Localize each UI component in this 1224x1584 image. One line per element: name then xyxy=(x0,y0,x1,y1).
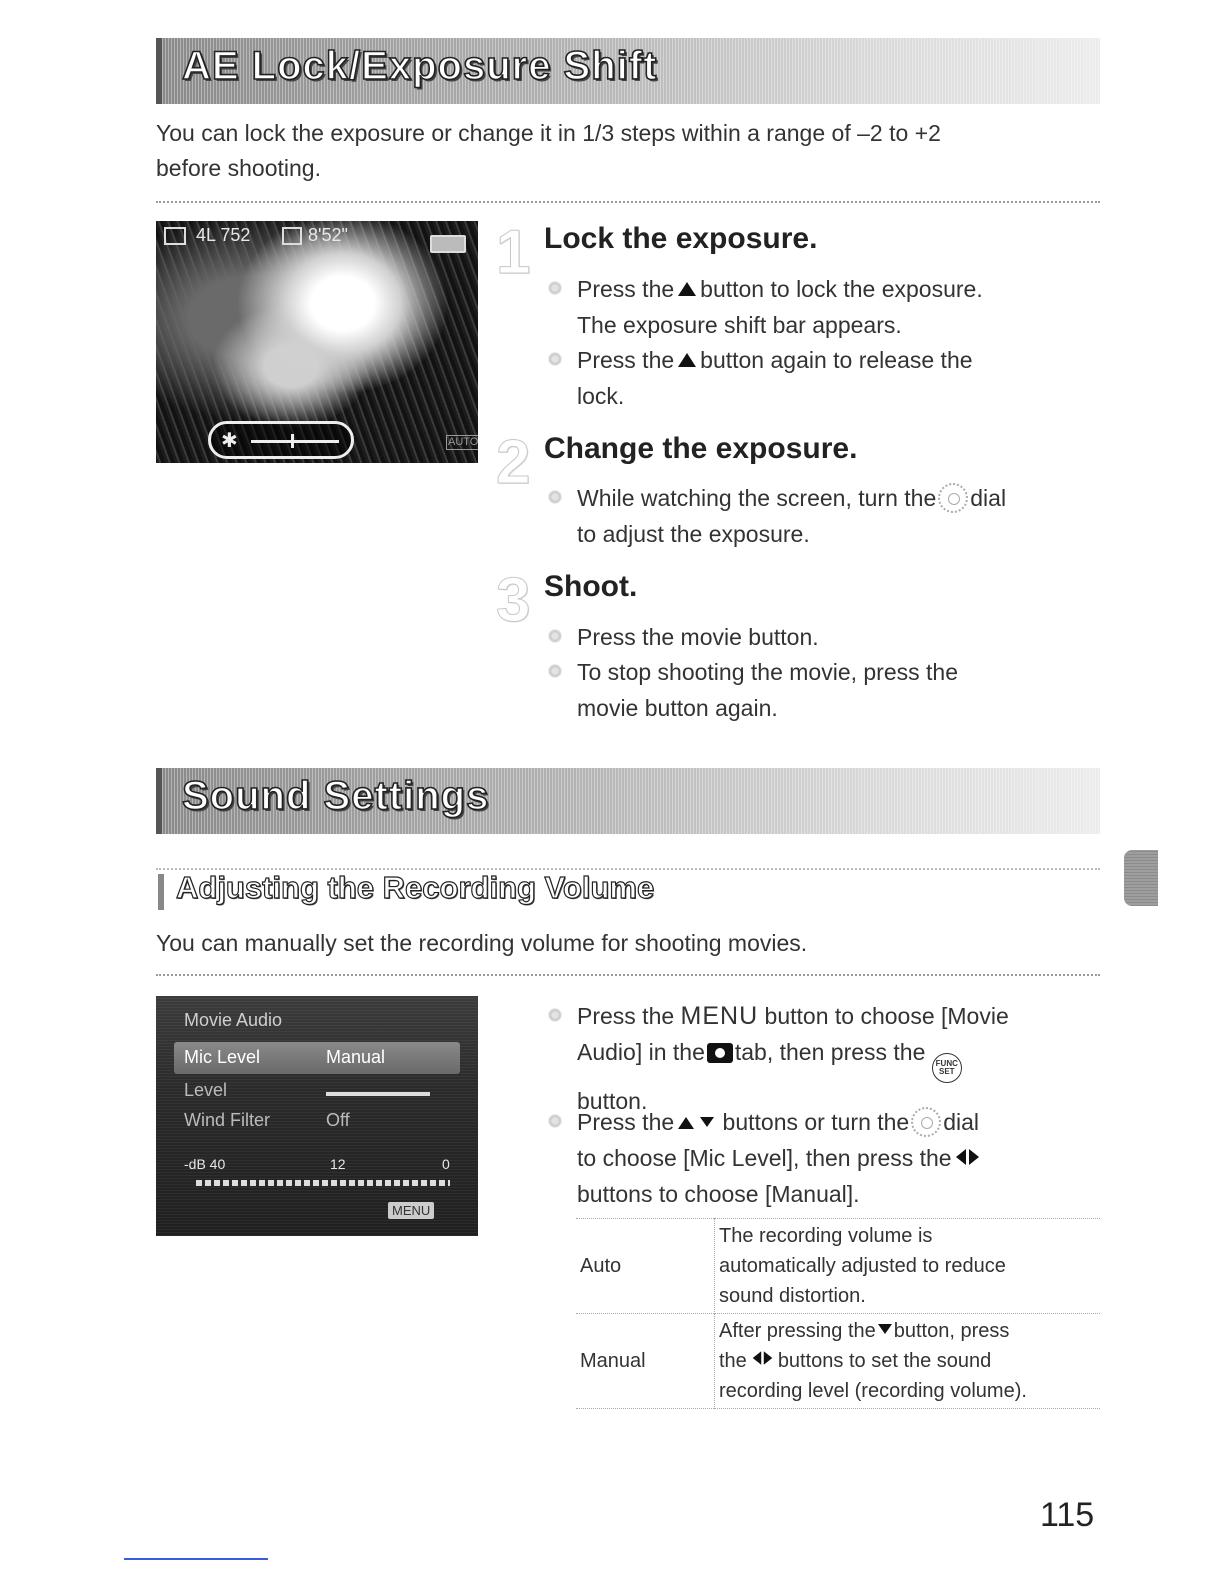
bullet: Press the movie button. xyxy=(548,619,1108,655)
menu-button-icon: MENU xyxy=(388,1202,434,1219)
shift-marker xyxy=(291,434,294,448)
down-arrow-icon xyxy=(878,1324,892,1334)
menu-label: Mic Level xyxy=(184,1047,261,1067)
battery-icon xyxy=(430,235,466,253)
table-option: Auto xyxy=(580,1255,622,1277)
step-title: Shoot. xyxy=(544,570,638,603)
bullet: To stop shooting the movie, press the movie button again. xyxy=(548,654,1108,726)
shift-scale xyxy=(251,440,339,443)
step-number: 3 xyxy=(496,566,531,635)
table-row xyxy=(576,1314,1100,1409)
step-title: Lock the exposure. xyxy=(544,222,818,255)
table-option: Manual xyxy=(580,1350,646,1372)
ae-lock-icon: ✱ xyxy=(221,430,238,452)
section-title: AE Lock/Exposure Shift xyxy=(182,44,658,88)
timer-icon xyxy=(282,227,302,245)
options-table xyxy=(576,1218,1100,1409)
bullet-icon xyxy=(548,1114,562,1128)
divider xyxy=(156,974,1100,976)
menu-value: Off xyxy=(326,1110,350,1130)
left-right-arrows-icon xyxy=(956,1149,979,1165)
table-description: The recording volume is automatically adjusted to reduce sound distortion. xyxy=(715,1219,1101,1314)
bullet-icon xyxy=(548,629,562,643)
camera-screen-movie-audio xyxy=(156,996,478,1236)
page-number: 115 xyxy=(1040,1496,1095,1534)
section-intro: You can lock the exposure or change it in 1/3 steps within a range of –2 to +2 before shooting. xyxy=(156,120,941,181)
section-banner-sound xyxy=(156,768,1100,834)
section-banner-ae-lock xyxy=(156,38,1100,104)
bullet-icon xyxy=(548,1008,562,1022)
section-title: Sound Settings xyxy=(182,774,490,818)
time-remaining: 8'52" xyxy=(308,225,348,245)
bullet-icon xyxy=(548,281,562,295)
movie-mode-icon xyxy=(164,227,186,245)
bullet-icon xyxy=(548,352,562,366)
bullet-icon xyxy=(548,490,562,504)
up-arrow-icon xyxy=(678,282,696,296)
table-row xyxy=(576,1219,1100,1314)
exposure-shift-bar xyxy=(208,421,354,459)
footer-rule xyxy=(124,1558,268,1560)
subsection-title: Adjusting the Recording Volume xyxy=(176,870,655,905)
control-dial-icon xyxy=(938,483,968,513)
menu-header: Movie Audio xyxy=(184,1010,283,1030)
scale-label-left: -dB 40 xyxy=(184,1156,226,1172)
control-dial-icon xyxy=(911,1107,941,1137)
camera-screen-exposure xyxy=(156,221,478,463)
resolution-readout: 4L 752 xyxy=(196,225,251,245)
bullet: While watching the screen, turn the dial to adjust the exposure. xyxy=(548,480,1108,552)
bullet: Press the buttons or turn the dial to choose [Mic Level], then press the buttons to choose [Manual]. xyxy=(548,1104,1108,1212)
up-arrow-icon xyxy=(678,353,696,367)
step-number: 2 xyxy=(496,428,531,497)
menu-value: Manual xyxy=(326,1047,386,1067)
level-bar xyxy=(326,1092,430,1096)
auto-badge: AUTO xyxy=(446,435,478,450)
left-right-arrows-icon xyxy=(753,1351,773,1365)
bullet: Press the button to lock the exposure. The exposure shift bar appears. xyxy=(548,271,1108,343)
bullet-icon xyxy=(548,664,562,678)
menu-button-label: MENU xyxy=(680,1002,759,1030)
up-arrow-icon xyxy=(678,1117,694,1129)
down-arrow-icon xyxy=(700,1117,714,1127)
menu-label: Wind Filter xyxy=(184,1110,271,1130)
level-meter xyxy=(196,1180,450,1186)
scale-label-mid: 12 xyxy=(330,1156,346,1172)
step-title: Change the exposure. xyxy=(544,432,858,465)
scale-label-right: 0 xyxy=(442,1156,450,1172)
bullet: Press the button again to release the lock. xyxy=(548,342,1108,414)
step-number: 1 xyxy=(496,218,531,287)
camera-tab-icon xyxy=(707,1043,733,1063)
func-set-button-icon: FUNC SET xyxy=(932,1053,962,1083)
table-description: After pressing the button, press the buttons to set the sound recording level (recording volume). xyxy=(715,1314,1101,1409)
subsection-intro: You can manually set the recording volume for shooting movies. xyxy=(156,930,808,956)
bullet: Press the MENU button to choose [Movie Audio] in the tab, then press the FUNC SET button. xyxy=(548,998,1108,1119)
menu-label: Level xyxy=(184,1080,228,1100)
divider xyxy=(156,201,1100,203)
chapter-tab xyxy=(1124,850,1158,906)
subtitle-marker xyxy=(158,874,164,910)
